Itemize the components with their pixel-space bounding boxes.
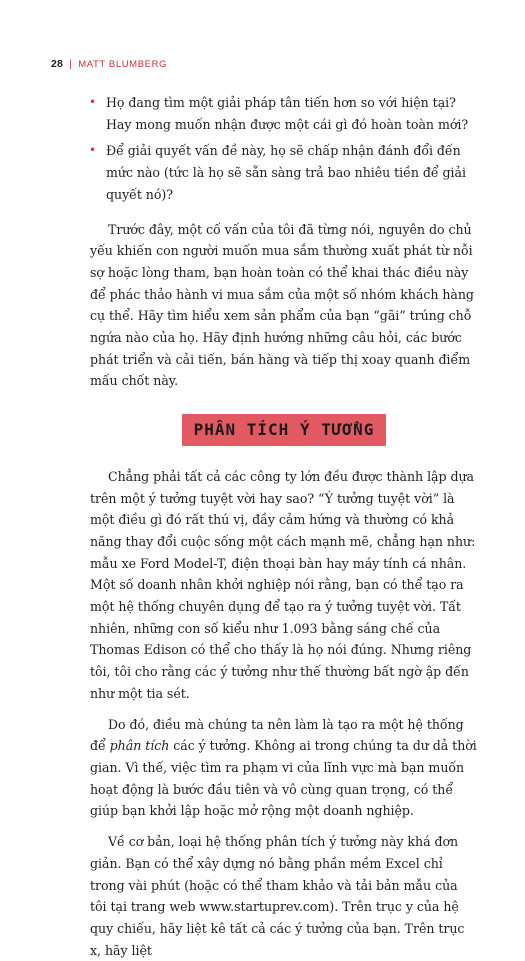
running-head	[51, 58, 167, 70]
paragraph-analysis-system	[90, 714, 478, 823]
bullet-icon: •	[89, 143, 97, 158]
list-item-text: Để giải quyết vấn đề này, họ sẽ chấp nhận đánh đổi đến mức nào (tức là họ sẽ sẵn sàng trả bao nhiêu tiền để giải quyết nó)?	[106, 143, 466, 202]
bullet-list	[90, 92, 478, 206]
page-number: 28	[51, 58, 64, 70]
header-separator: |	[69, 58, 73, 70]
paragraph-excel-system: Về cơ bản, loại hệ thống phân tích ý tưởng này khá đơn giản. Bạn có thể xây dựng nó bằng phần mềm Excel chỉ trong vài phút (hoặc có thể tham khảo và tải bản mẫu của tôi tại trang web www.startuprev.com). Trên trục y của hệ quy chiếu, hãy liệt kê tất cả các ý tưởng của bạn. Trên trục x, hãy liệt	[90, 834, 465, 958]
list-item	[90, 140, 478, 205]
author-name: MATT BLUMBERG	[78, 59, 168, 70]
list-item-text: Họ đang tìm một giải pháp tân tiến hơn so với hiện tại? Hay mong muốn nhận được một cái gì đó hoàn toàn mới?	[106, 95, 469, 132]
paragraph-text: các ý tưởng. Không ai trong chúng ta dư dả thời gian. Vì thế, việc tìm ra phạm vi của lĩnh vực mà bạn muốn hoạt động là bước đầu tiên và vô cùng quan trọng, có thể giúp bạn khởi lập hoặc mở rộng một doanh nghiệp.	[90, 738, 477, 819]
emphasis-text: phân tích	[109, 738, 170, 754]
section-heading-wrap	[90, 414, 478, 446]
paragraph-text: Do đó, điều mà chúng ta nên làm là tạo ra một hệ thống để	[90, 716, 464, 754]
bullet-icon: •	[89, 95, 97, 109]
list-item	[90, 92, 478, 135]
body-text	[90, 92, 478, 961]
section-heading: PHÂN TÍCH Ý TƯỞNG	[182, 414, 387, 446]
paragraph-great-ideas: Chẳng phải tất cả các công ty lớn đều được thành lập dựa trên một ý tưởng tuyệt vời hay sao? “Ý tưởng tuyệt vời” là một điều gì đó rất thú vị, đầy cảm hứng và thường có khả năng thay đổi cuộc sống một cách mạnh mẽ, chẳng hạn như: mẫu xe Ford Model-T, điện thoại bàn hay máy tính cá nhân. Một số doanh nhân khởi nghiệp nói rằng, bạn có thể tạo ra một hệ thống chuyên dụng để tạo ra ý tưởng tuyệt vời. Tất nhiên, những con số kiểu như 1.093 bằng sáng chế của Thomas Edison có thể cho thấy là họ nói đúng. Nhưng riêng tôi, tôi cho rằng các ý tưởng như thế thường bất ngờ ập đến như một tia sét.	[90, 468, 476, 701]
paragraph-fear-greed: Trước đây, một cố vấn của tôi đã từng nói, nguyên do chủ yếu khiến con người muốn mua sắm thường xuất phát từ nỗi sợ hoặc lòng tham, bạn hoàn toàn có thể khai thác điều này để phác thảo hành vi mua sắm của một số nhóm khách hàng cụ thể. Hãy tìm hiểu xem sản phẩm của bạn “gãi” trúng chỗ ngứa nào của họ. Hãy định hướng những câu hỏi, các bước phát triển và cải tiến, bán hàng và tiếp thị xoay quanh điểm mấu chốt này.	[90, 221, 474, 389]
